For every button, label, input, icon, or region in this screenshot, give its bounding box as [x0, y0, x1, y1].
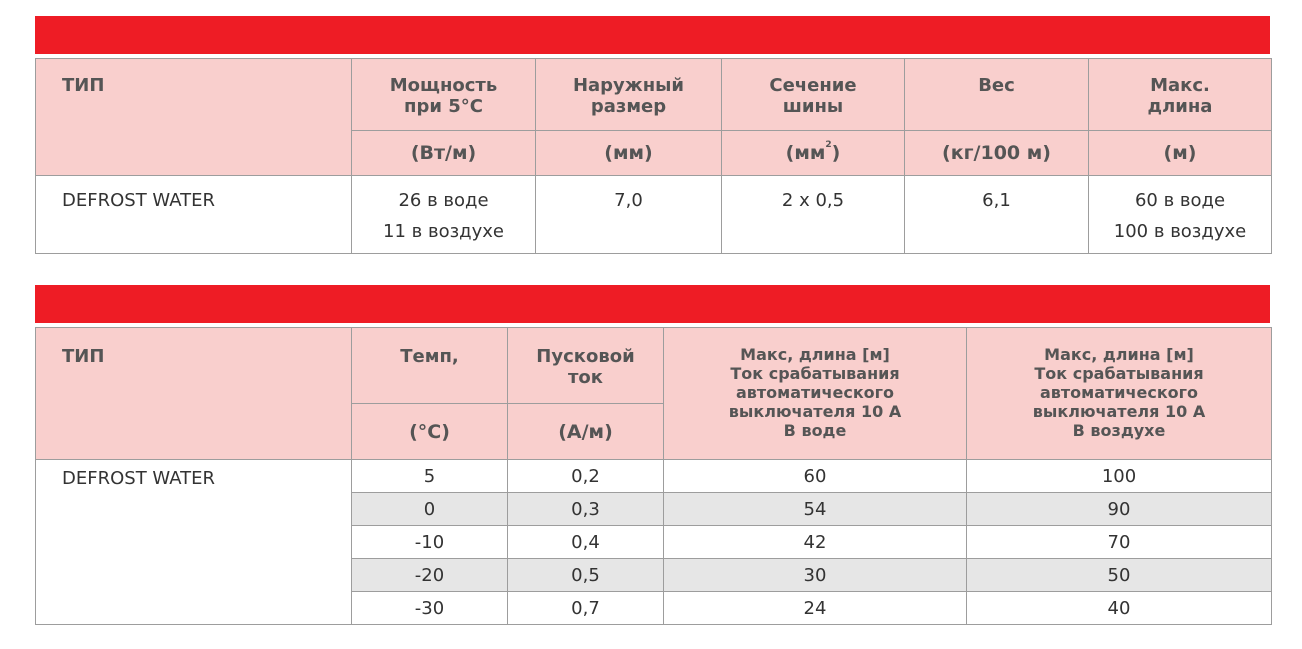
size-cell: 7,0: [536, 176, 722, 254]
water-length-cell: 24: [664, 592, 967, 625]
air-length-header: Макс, длина [м] Ток срабатывания автоматического выключателя 10 А В воздухе: [967, 328, 1272, 460]
weight-cell: 6,1: [905, 176, 1089, 254]
section-cell: 2 х 0,5: [722, 176, 905, 254]
table2-title-bar: [35, 285, 1270, 323]
table-row: [36, 176, 1272, 254]
water-length-cell: 30: [664, 559, 967, 592]
length-cell: 60 в воде 100 в воздухе: [1089, 176, 1272, 254]
current-cell: 0,7: [508, 592, 664, 625]
current-cell: 0,5: [508, 559, 664, 592]
water-length-cell: 42: [664, 526, 967, 559]
table-row: [36, 460, 1272, 493]
air-length-cell: 50: [967, 559, 1272, 592]
weight-unit: (кг/100 м): [905, 131, 1089, 176]
section-header: Сечение шины: [722, 59, 905, 131]
table2-header-row: [36, 328, 1272, 404]
length-header: Макс. длина: [1089, 59, 1272, 131]
size-header: Наружный размер: [536, 59, 722, 131]
type-cell: DEFROST WATER: [36, 176, 352, 254]
type-header: ТИП: [36, 328, 352, 460]
power-header: Мощность при 5°С: [352, 59, 536, 131]
air-length-cell: 40: [967, 592, 1272, 625]
current-cell: 0,2: [508, 460, 664, 493]
current-cell: 0,3: [508, 493, 664, 526]
temp-unit: (°С): [352, 404, 508, 460]
temp-cell: -10: [352, 526, 508, 559]
cable-specs-table: [35, 58, 1272, 254]
type-cell: DEFROST WATER: [36, 460, 352, 625]
temp-header: Темп,: [352, 328, 508, 404]
table1-title-bar: [35, 16, 1270, 54]
type-header: ТИП: [36, 59, 352, 176]
current-unit: (А/м): [508, 404, 664, 460]
power-cell: 26 в воде 11 в воздухе: [352, 176, 536, 254]
table1-header-row: [36, 59, 1272, 131]
power-unit: (Вт/м): [352, 131, 536, 176]
temp-cell: 5: [352, 460, 508, 493]
water-length-cell: 60: [664, 460, 967, 493]
current-header: Пусковой ток: [508, 328, 664, 404]
air-length-cell: 70: [967, 526, 1272, 559]
current-cell: 0,4: [508, 526, 664, 559]
size-unit: (мм): [536, 131, 722, 176]
water-length-cell: 54: [664, 493, 967, 526]
section-unit: $(мм^2)$: [722, 131, 905, 176]
temp-cell: -30: [352, 592, 508, 625]
temp-cell: -20: [352, 559, 508, 592]
max-length-table: [35, 327, 1272, 625]
weight-header: Вес: [905, 59, 1089, 131]
length-unit: (м): [1089, 131, 1272, 176]
temp-cell: 0: [352, 493, 508, 526]
air-length-cell: 100: [967, 460, 1272, 493]
water-length-header: Макс, длина [м] Ток срабатывания автоматического выключателя 10 А В воде: [664, 328, 967, 460]
air-length-cell: 90: [967, 493, 1272, 526]
